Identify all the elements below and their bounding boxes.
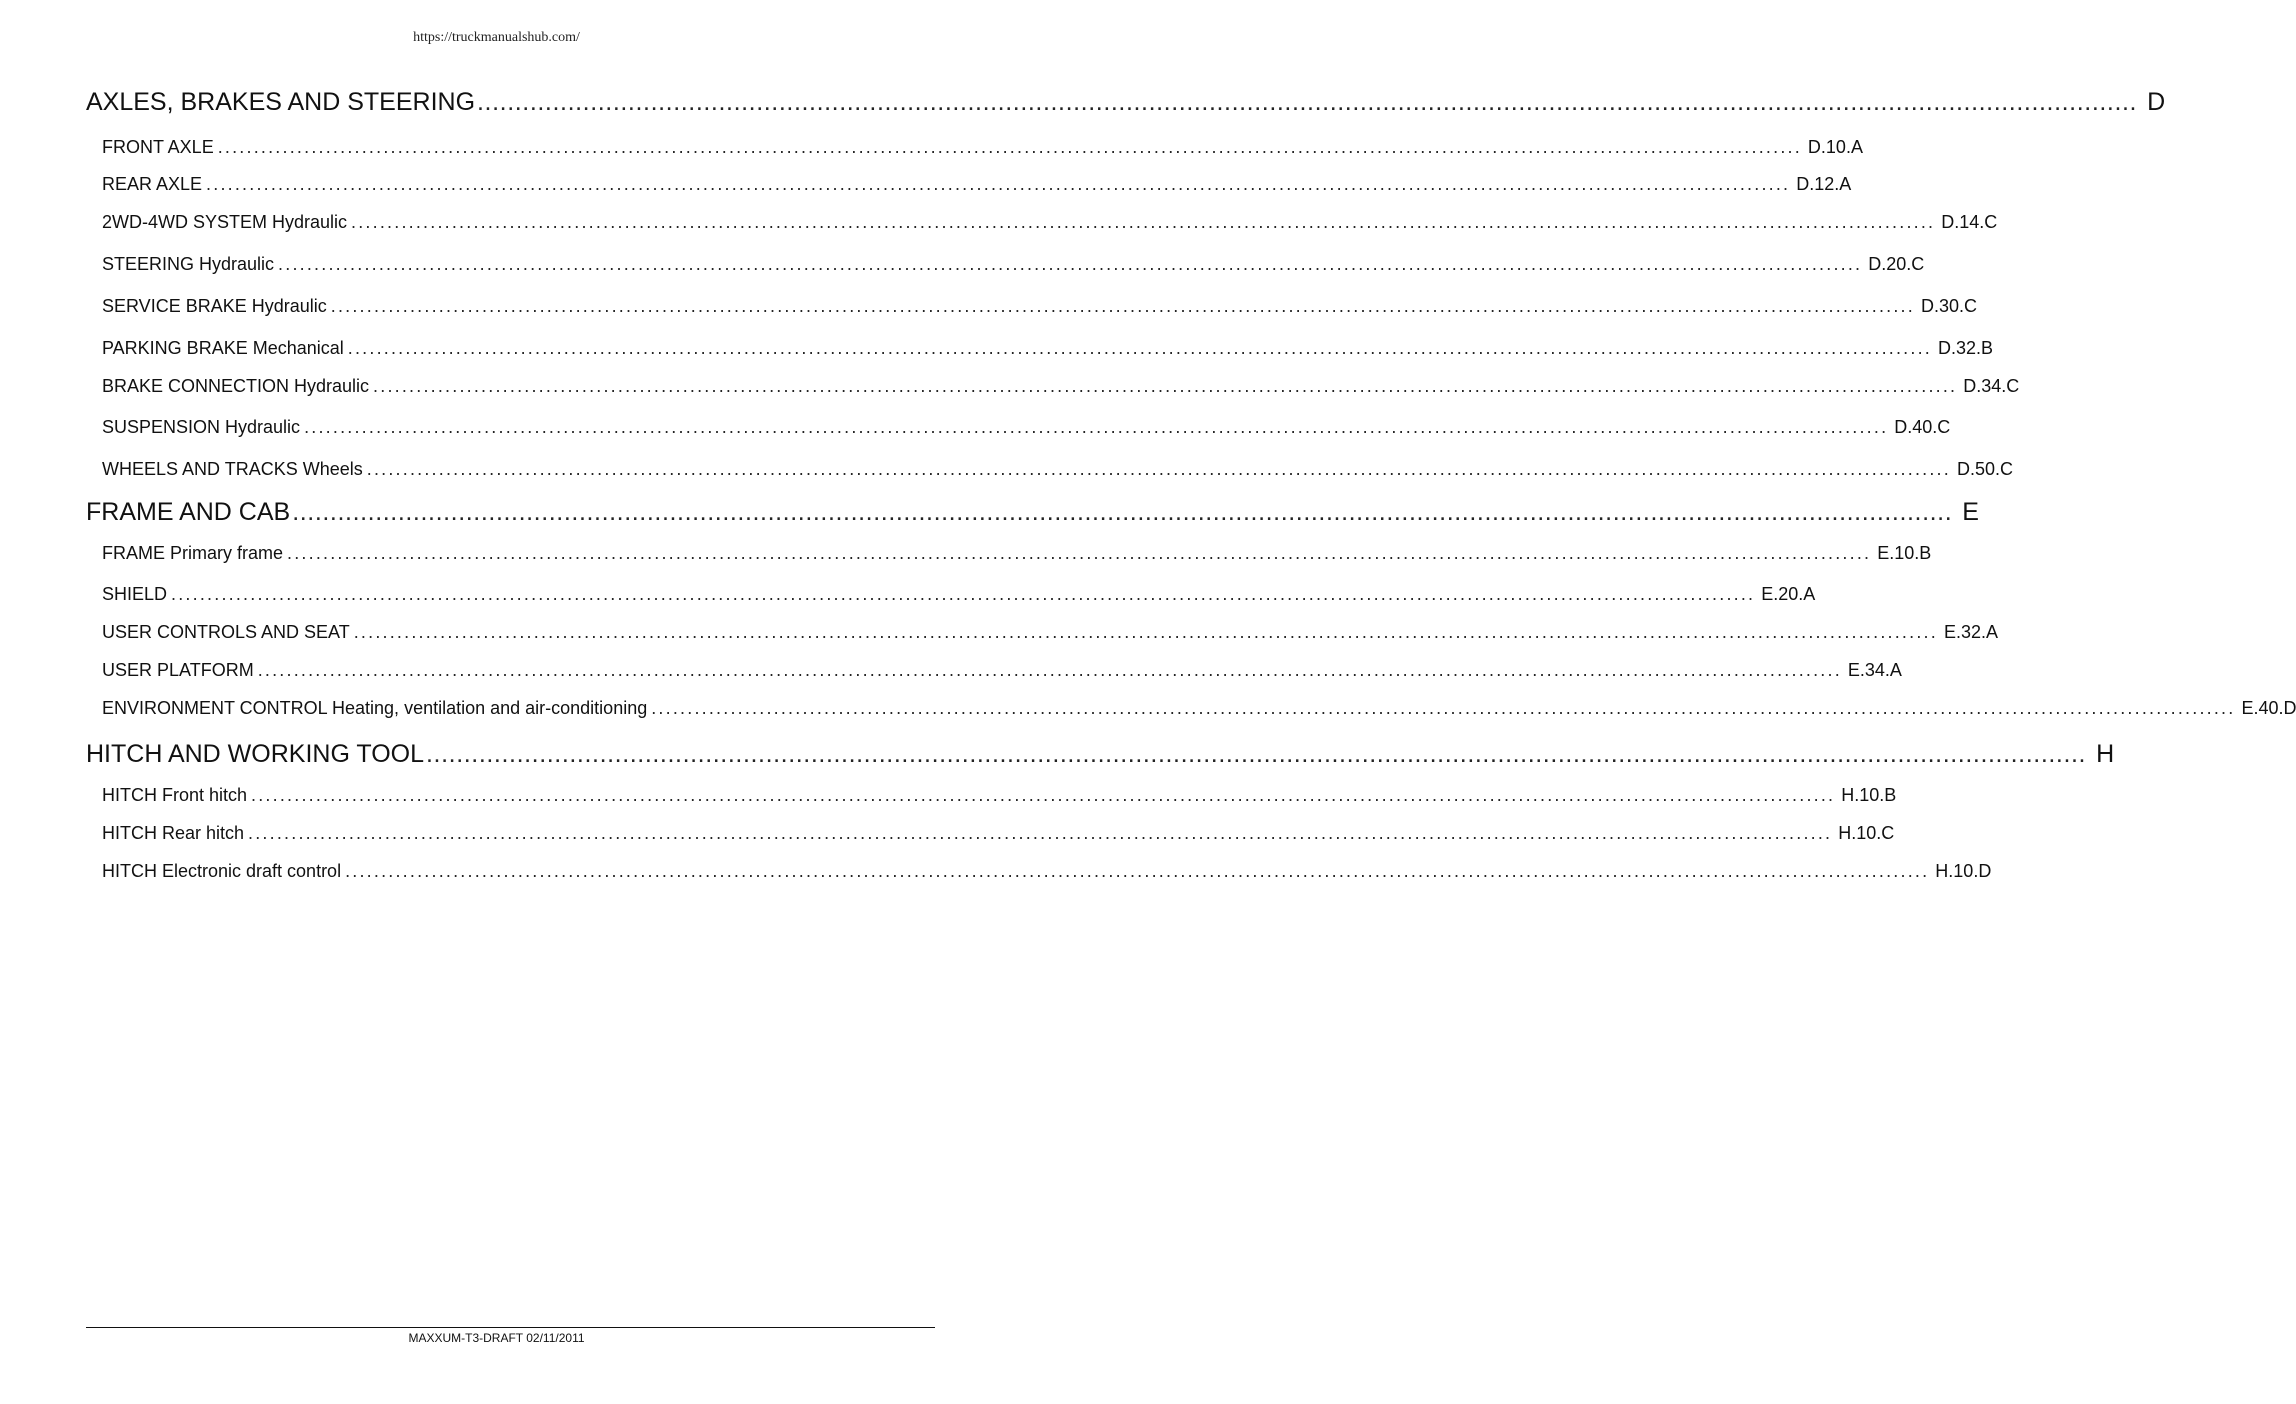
item-code: E.40.D xyxy=(2241,698,2296,718)
dot-leader: ............................................................................................................................................................................................................................ xyxy=(287,543,1872,563)
section-code: H xyxy=(2096,740,2115,768)
item-code: E.32.A xyxy=(1943,622,1998,642)
footer-divider xyxy=(86,1327,935,1328)
item-code: D.34.C xyxy=(1963,376,2020,396)
toc-item[interactable] xyxy=(102,861,1992,882)
toc-item[interactable] xyxy=(102,376,2020,397)
dot-leader: ............................................................................................................................................................................................................................ xyxy=(206,174,1791,194)
dot-leader: ............................................................................................................................................................................................................................ xyxy=(304,417,1889,437)
toc-item[interactable] xyxy=(102,660,1902,681)
section-code: E xyxy=(1962,498,1979,526)
item-title: SHIELD xyxy=(102,584,168,604)
item-code: E.20.A xyxy=(1761,584,1816,604)
dot-leader: ............................................................................................................................................................................................................................ xyxy=(351,212,1936,232)
toc-section-axles-brakes-steering[interactable] xyxy=(86,88,2166,117)
dot-leader: ............................................................................................................................................................................................................................ xyxy=(251,785,1836,805)
dot-leader: ............................................................................................................................................................................................................................ xyxy=(347,338,1932,358)
item-title: PARKING BRAKE Mechanical xyxy=(102,338,344,358)
toc-item[interactable] xyxy=(102,174,1852,195)
toc-item[interactable] xyxy=(102,296,1977,317)
toc-item[interactable] xyxy=(102,584,1816,605)
header-url: https://truckmanualshub.com/ xyxy=(413,30,580,45)
dot-leader: ............................................................................................................................................................................................................................ xyxy=(330,296,1915,316)
section-title: AXLES, BRAKES AND STEERING xyxy=(86,88,476,116)
item-code: D.50.C xyxy=(1956,459,2013,479)
item-title: WHEELS AND TRACKS Wheels xyxy=(102,459,363,479)
toc-section-hitch-and-working-tool[interactable] xyxy=(86,740,2115,769)
dot-leader: ............................................................................................................................................................................................................................ xyxy=(345,861,1930,881)
dot-leader: ............................................................................................................................................................................................................................ xyxy=(278,254,1863,274)
item-title: SUSPENSION Hydraulic xyxy=(102,417,301,437)
item-code: D.20.C xyxy=(1868,254,1925,274)
dot-leader: ............................................................................................................................................................................................................................ xyxy=(248,823,1833,843)
section-title: HITCH AND WORKING TOOL xyxy=(86,740,425,768)
dot-leader: ............................................................................................................................................................................................................................ xyxy=(477,88,2138,116)
section-title: FRAME AND CAB xyxy=(86,498,291,526)
toc-item[interactable] xyxy=(102,459,2013,480)
item-code: D.14.C xyxy=(1941,212,1998,232)
item-title: 2WD-4WD SYSTEM Hydraulic xyxy=(102,212,348,232)
item-code: E.10.B xyxy=(1877,543,1932,563)
dot-leader: ............................................................................................................................................................................................................................ xyxy=(353,622,1938,642)
toc-item[interactable] xyxy=(102,622,1998,643)
item-title: BRAKE CONNECTION Hydraulic xyxy=(102,376,370,396)
dot-leader: ............................................................................................................................................................................................................................ xyxy=(217,137,1802,157)
item-code: D.30.C xyxy=(1920,296,1977,316)
item-code: E.34.A xyxy=(1847,660,1902,680)
dot-leader: ............................................................................................................................................................................................................................ xyxy=(373,376,1958,396)
dot-leader: ............................................................................................................................................................................................................................ xyxy=(257,660,1842,680)
item-code: H.10.B xyxy=(1841,785,1897,805)
toc-item[interactable] xyxy=(102,543,1932,564)
item-code: D.40.C xyxy=(1894,417,1951,437)
dot-leader: ............................................................................................................................................................................................................................ xyxy=(171,584,1756,604)
item-title: USER CONTROLS AND SEAT xyxy=(102,622,350,642)
item-title: HITCH Electronic draft control xyxy=(102,861,342,881)
toc-section-frame-and-cab[interactable] xyxy=(86,498,1979,527)
item-title: STEERING Hydraulic xyxy=(102,254,275,274)
item-code: D.12.A xyxy=(1796,174,1852,194)
dot-leader: ............................................................................................................................................................................................................................ xyxy=(651,698,2236,718)
toc-item[interactable] xyxy=(102,823,1895,844)
dot-leader: ............................................................................................................................................................................................................................ xyxy=(366,459,1951,479)
item-code: D.10.A xyxy=(1807,137,1863,157)
item-title: FRONT AXLE xyxy=(102,137,214,157)
item-code: D.32.B xyxy=(1937,338,1994,358)
toc-item[interactable] xyxy=(102,698,2296,719)
toc-item[interactable] xyxy=(102,137,1863,158)
toc-item[interactable] xyxy=(102,785,1897,806)
item-title: HITCH Rear hitch xyxy=(102,823,245,843)
dot-leader: ............................................................................................................................................................................................................................ xyxy=(292,498,1953,526)
footer-text: MAXXUM-T3-DRAFT 02/11/2011 xyxy=(408,1331,585,1345)
toc-item[interactable] xyxy=(102,212,1998,233)
item-code: H.10.D xyxy=(1935,861,1992,881)
toc-item[interactable] xyxy=(102,417,1951,438)
item-title: USER PLATFORM xyxy=(102,660,254,680)
item-title: HITCH Front hitch xyxy=(102,785,248,805)
toc-item[interactable] xyxy=(102,254,1925,275)
item-title: FRAME Primary frame xyxy=(102,543,284,563)
item-title: ENVIRONMENT CONTROL Heating, ventilation and air-conditioning xyxy=(102,698,648,718)
dot-leader: ............................................................................................................................................................................................................................ xyxy=(426,740,2087,768)
toc-item[interactable] xyxy=(102,338,1994,359)
item-title: SERVICE BRAKE Hydraulic xyxy=(102,296,327,316)
section-code: D xyxy=(2147,88,2166,116)
item-title: REAR AXLE xyxy=(102,174,203,194)
item-code: H.10.C xyxy=(1838,823,1895,843)
